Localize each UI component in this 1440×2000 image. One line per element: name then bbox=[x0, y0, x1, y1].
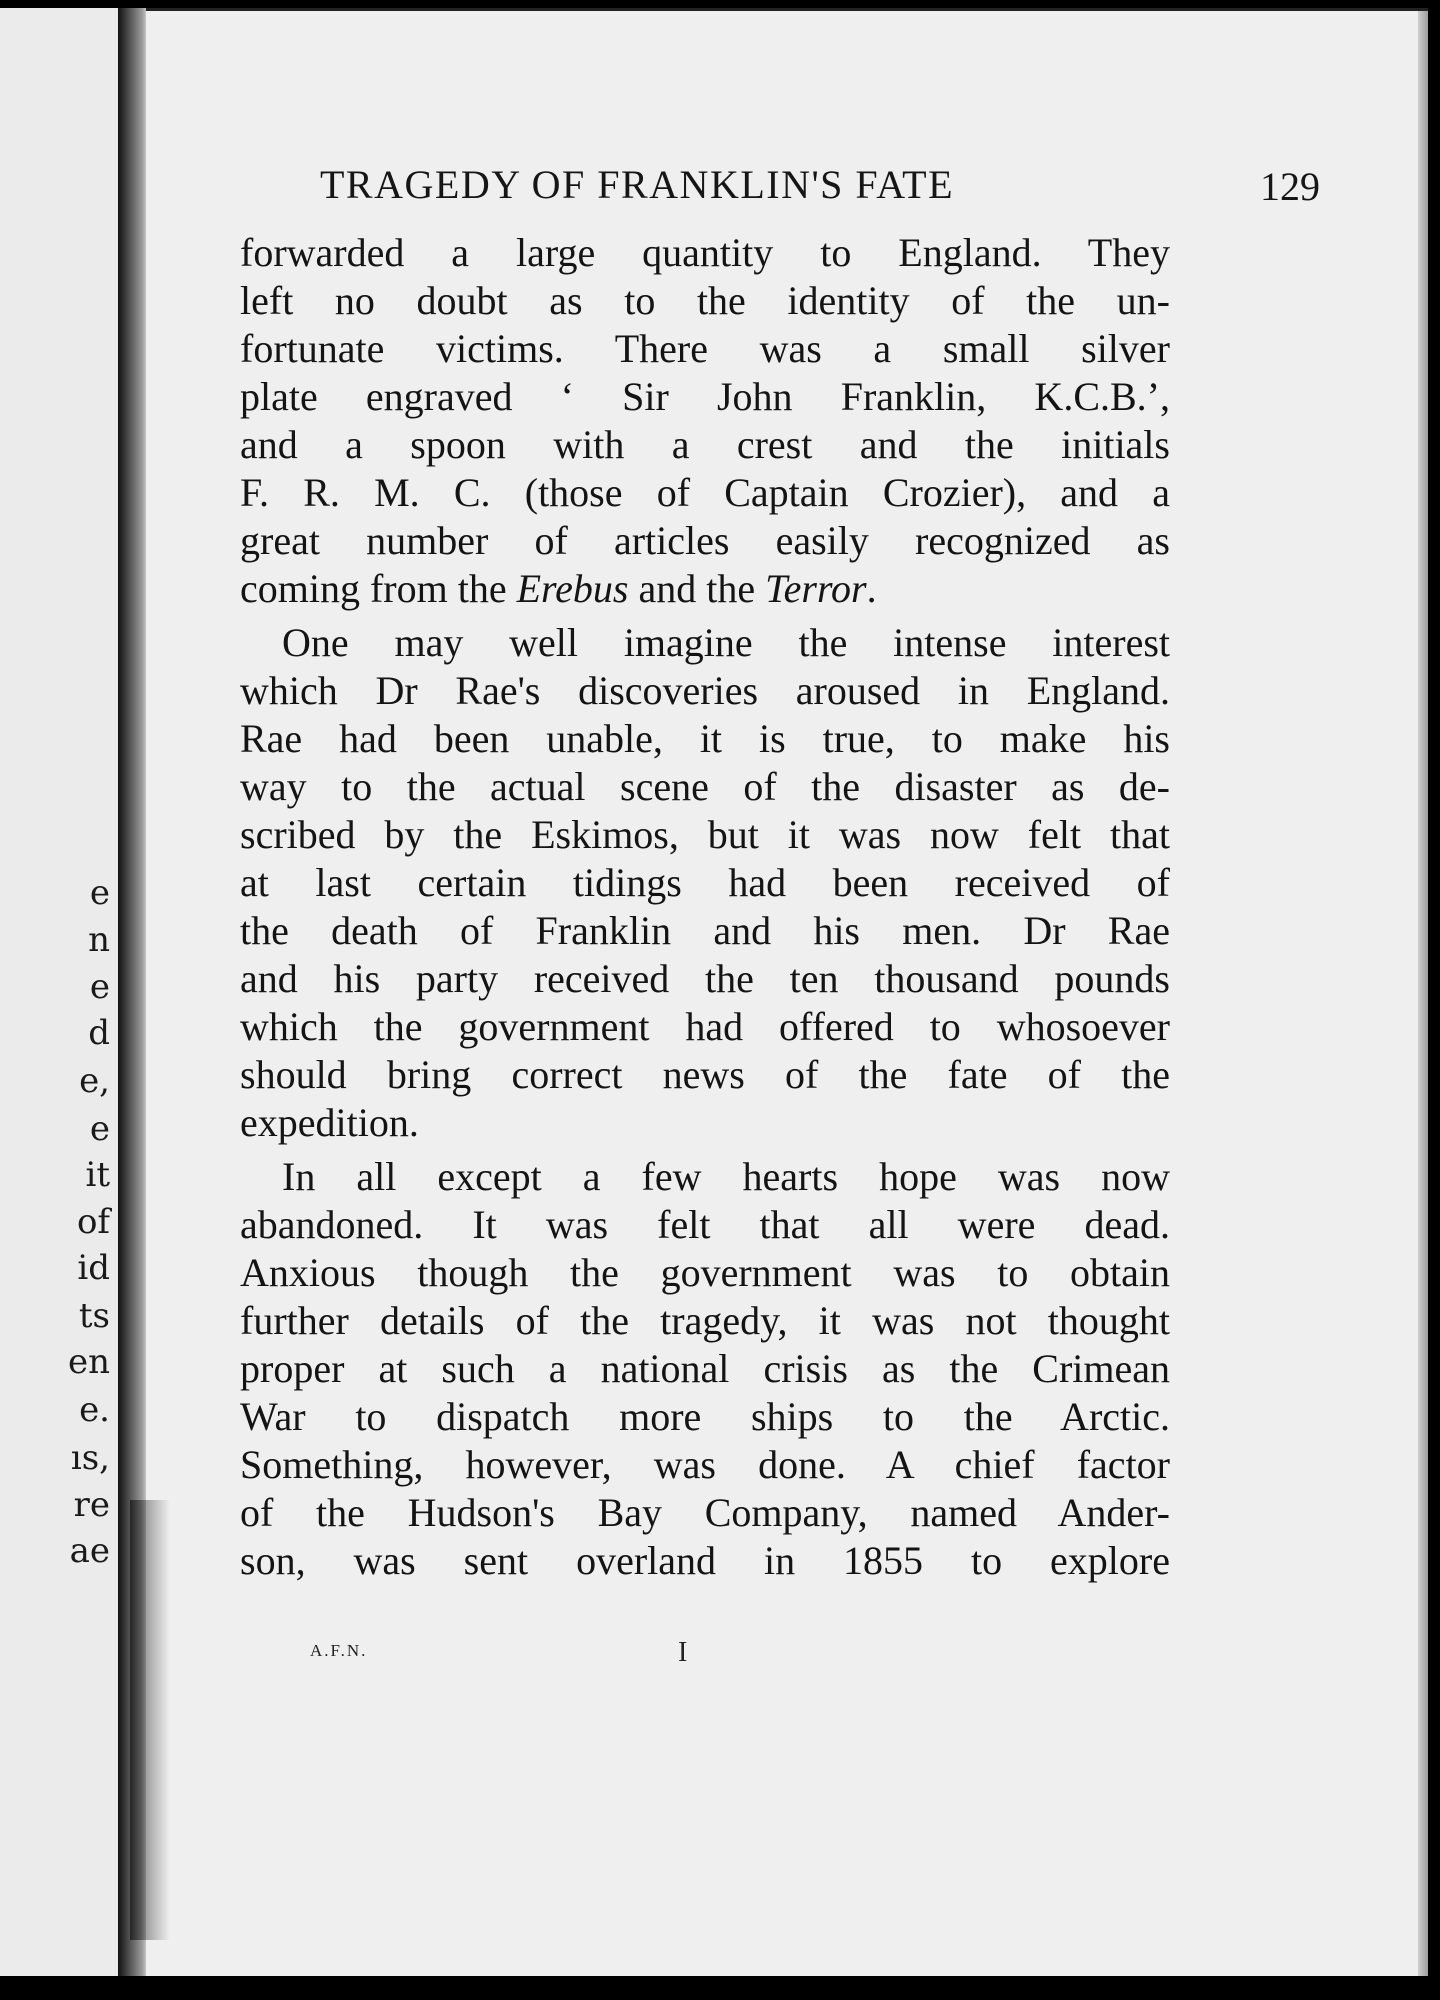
text-line: which the government had offered to whosoever bbox=[240, 1004, 1170, 1049]
page-edge bbox=[1418, 11, 1428, 1979]
left-fragment: it bbox=[85, 1155, 110, 1195]
text-line: fortunate victims. There was a small silver bbox=[240, 326, 1170, 371]
text-line: proper at such a national crisis as the Crimean bbox=[240, 1346, 1170, 1391]
text-line: at last certain tidings had been received of bbox=[240, 860, 1170, 905]
left-fragment: re bbox=[73, 1485, 110, 1525]
running-head bbox=[320, 161, 1320, 217]
signature-mark: A.F.N. bbox=[310, 1641, 368, 1660]
left-fragment: ae bbox=[69, 1531, 110, 1571]
binding-shadow bbox=[130, 1500, 170, 1940]
text-line bbox=[240, 565, 1170, 613]
left-fragment: e. bbox=[79, 1390, 110, 1430]
text-line: great number of articles easily recognized as bbox=[240, 518, 1170, 563]
signature-number: I bbox=[678, 1637, 688, 1668]
text-run: . bbox=[866, 566, 877, 611]
text-line: should bring correct news of the fate of the bbox=[240, 1052, 1170, 1097]
text-line: son, was sent overland in 1855 to explore bbox=[240, 1538, 1170, 1583]
body-text bbox=[240, 229, 1170, 1585]
text-line: Rae had been unable, it is true, to make his bbox=[240, 716, 1170, 761]
text-run: and the bbox=[628, 566, 766, 611]
left-fragment: id bbox=[77, 1248, 110, 1288]
text-line: War to dispatch more ships to the Arctic. bbox=[240, 1394, 1170, 1439]
text-line: expedition. bbox=[240, 1100, 419, 1145]
book-page bbox=[146, 8, 1428, 1979]
text-line: In all except a few hearts hope was now bbox=[282, 1154, 1170, 1199]
ship-name-terror: Terror bbox=[765, 566, 867, 611]
paragraph-1 bbox=[240, 229, 1170, 613]
previous-page-sliver bbox=[0, 8, 118, 1976]
text-line: further details of the tragedy, it was not thought bbox=[240, 1298, 1170, 1343]
text-run: coming from the bbox=[240, 566, 517, 611]
text-line: scribed by the Eskimos, but it was now felt that bbox=[240, 812, 1170, 857]
left-fragment: e bbox=[89, 967, 110, 1007]
text-line: and a spoon with a crest and the initials bbox=[240, 422, 1170, 467]
left-fragment: e bbox=[89, 873, 110, 913]
text-line: left no doubt as to the identity of the un- bbox=[240, 278, 1170, 323]
text-line: the death of Franklin and his men. Dr Rae bbox=[240, 908, 1170, 953]
scan-border bbox=[0, 1976, 1440, 2000]
left-fragment: d bbox=[88, 1013, 110, 1053]
text-line: and his party received the ten thousand pounds bbox=[240, 956, 1170, 1001]
text-line: forwarded a large quantity to England. They bbox=[240, 230, 1170, 275]
left-fragment: ıs, bbox=[70, 1438, 110, 1478]
paragraph-2 bbox=[240, 619, 1170, 1147]
text-line: plate engraved ‘ Sir John Franklin, K.C.B.’, bbox=[240, 374, 1170, 419]
text-line: Something, however, was done. A chief factor bbox=[240, 1442, 1170, 1487]
text-line: abandoned. It was felt that all were dead. bbox=[240, 1202, 1170, 1247]
running-title: TRAGEDY OF FRANKLIN'S FATE bbox=[320, 162, 955, 207]
left-fragment: en bbox=[67, 1342, 110, 1382]
text-line: way to the actual scene of the disaster as de- bbox=[240, 764, 1170, 809]
page-number: 129 bbox=[1260, 164, 1320, 209]
left-fragment: n bbox=[88, 920, 110, 960]
left-fragment: of bbox=[76, 1202, 110, 1242]
ship-name-erebus: Erebus bbox=[516, 566, 629, 611]
text-line: which Dr Rae's discoveries aroused in England. bbox=[240, 668, 1170, 713]
text-line: Anxious though the government was to obtain bbox=[240, 1250, 1170, 1295]
paragraph-3 bbox=[240, 1153, 1170, 1585]
left-fragment: e bbox=[89, 1109, 110, 1149]
text-line: One may well imagine the intense interest bbox=[282, 620, 1170, 665]
text-line: of the Hudson's Bay Company, named Ander- bbox=[240, 1490, 1170, 1535]
left-fragment: e, bbox=[79, 1061, 110, 1101]
left-fragment: ts bbox=[78, 1296, 110, 1336]
text-line: F. R. M. C. (those of Captain Crozier), and a bbox=[240, 470, 1170, 515]
